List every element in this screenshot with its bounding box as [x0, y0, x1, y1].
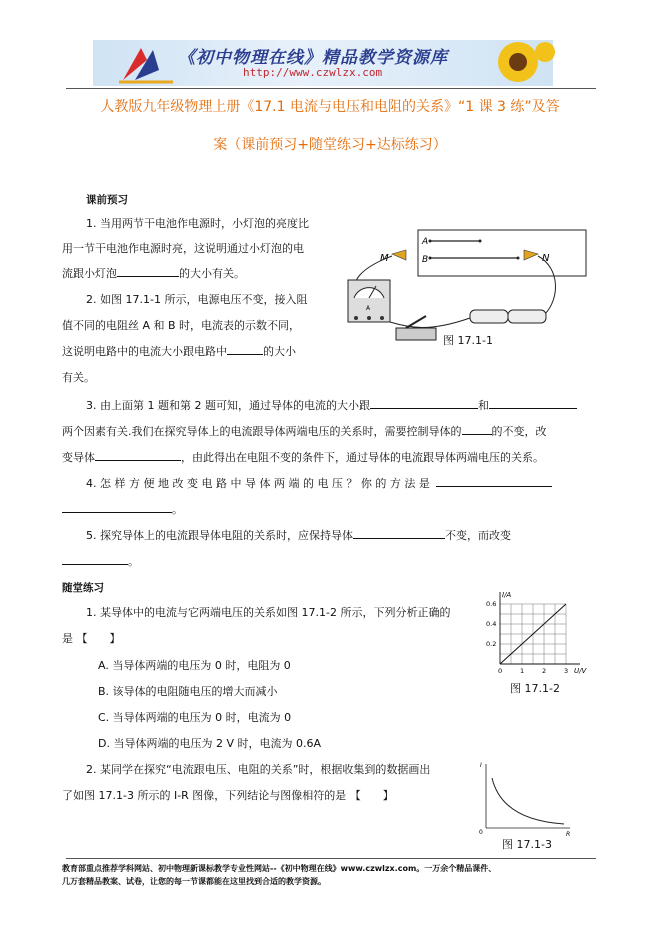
- q4-blank-2[interactable]: [62, 500, 172, 513]
- banner-url[interactable]: http://www.czwlzx.com: [243, 66, 383, 79]
- p1-line1: 1. 某导体中的电流与它两端电压的关系如图 17.1-2 所示，下列分析正确的: [86, 606, 451, 619]
- q1-line1: 1. 当用两节干电池作电源时，小灯泡的亮度比: [86, 217, 309, 230]
- q1-line3: 流跟小灯泡 的大小有关。: [62, 264, 245, 283]
- q3-blank-4[interactable]: [95, 448, 181, 461]
- figure-17-1-2-caption: 图 17.1-2: [510, 682, 560, 695]
- q5-line1: 5. 探究导体上的电流跟导体电阻的关系时，应保持导体 不变，而改变: [86, 526, 511, 545]
- ir-curve: [492, 778, 564, 824]
- x-tick-label: 0: [498, 667, 503, 675]
- x-tick-label: 2: [542, 667, 547, 675]
- y-tick-label: 0.4: [486, 620, 497, 628]
- figure-17-1-1-caption: 图 17.1-1: [443, 334, 493, 347]
- q1-line2: 用一节干电池作电源时亮，这说明通过小灯泡的电: [62, 242, 304, 255]
- ir-xlabel: R: [566, 831, 571, 838]
- p1-option-c[interactable]: C. 当导体两端的电压为 0 时，电流为 0: [98, 711, 292, 724]
- svg-text:A: A: [422, 237, 429, 247]
- q3-blank-3[interactable]: [462, 422, 492, 435]
- figure-17-1-3-caption: 图 17.1-3: [502, 838, 552, 851]
- q4-line2: 。: [62, 500, 183, 519]
- q5-blank-2[interactable]: [62, 552, 128, 565]
- q4-blank-1[interactable]: [436, 474, 552, 487]
- p2-line2: 了如图 17.1-3 所示的 I-R 图像，下列结论与图像相符的是 【 】: [62, 789, 394, 802]
- section-practice-heading: 随堂练习: [62, 582, 104, 594]
- x-axis-label: U/V: [574, 667, 587, 675]
- page-title-line1: 人教版九年级物理上册《17.1 电流与电压和电阻的关系》“1 课 3 练”及答: [100, 99, 560, 115]
- q2-line2: 值不同的电阻丝 A 和 B 时，电流表的示数不同，: [62, 319, 301, 332]
- q1-blank[interactable]: [117, 264, 179, 277]
- q3-line2: 两个因素有关.我们在探究导体上的电流跟导体两端电压的关系时，需要控制导体的 的不变，改: [62, 422, 547, 441]
- y-axis-label: I/A: [502, 591, 512, 599]
- ir-ylabel: I: [480, 762, 482, 769]
- svg-text:N: N: [542, 253, 550, 264]
- q2-line4: 有关。: [62, 371, 95, 384]
- q3-line1: 3. 由上面第 1 题和第 2 题可知，通过导体的电流的大小跟 和: [86, 396, 577, 415]
- p1-option-a[interactable]: A. 当导体两端的电压为 0 时，电阻为 0: [98, 659, 291, 672]
- p1-option-b[interactable]: B. 该导体的电阻随电压的增大而减小: [98, 685, 278, 698]
- section-preview-heading: 课前预习: [86, 194, 128, 206]
- p1-option-d[interactable]: D. 当导体两端的电压为 2 V 时，电流为 0.6A: [98, 737, 321, 750]
- iu-graph: [478, 588, 608, 676]
- y-tick-label: 0.2: [486, 640, 497, 648]
- ir-origin: 0: [479, 829, 483, 836]
- footer-rule: [66, 858, 596, 859]
- site-logo-icon: [113, 40, 183, 86]
- svg-text:B: B: [422, 255, 429, 265]
- q5-blank-1[interactable]: [353, 526, 445, 539]
- header-banner: [93, 40, 553, 86]
- header-rule: [66, 88, 596, 89]
- q3-line3: 变导体 ，由此得出在电阻不变的条件下，通过导体的电流跟导体两端电压的关系。: [62, 448, 544, 467]
- p1-line2: 是 【 】: [62, 632, 121, 645]
- q4-line1: 4. 怎 样 方 便 地 改 变 电 路 中 导 体 两 端 的 电 压 ？ 你 的 方 法 是: [86, 474, 552, 493]
- q3-blank-1[interactable]: [370, 396, 478, 409]
- q3-blank-2[interactable]: [489, 396, 577, 409]
- sunflower-icon: [473, 40, 553, 86]
- y-tick-label: 0.6: [486, 600, 497, 608]
- q2-line3: 这说明电路中的电流大小跟电路中 的大小: [62, 342, 296, 361]
- q2-blank[interactable]: [227, 342, 263, 355]
- banner-title: 《初中物理在线》精品教学资源库: [178, 48, 448, 68]
- svg-text:A: A: [366, 305, 371, 312]
- x-tick-label: 1: [520, 667, 525, 675]
- footer-line1: 教育部重点推荐学科网站、初中物理新课标教学专业性网站--《初中物理在线》www.czwlzx.com。一万余个精品课件、: [62, 864, 497, 873]
- circuit-figure: [340, 228, 590, 348]
- page-title-line2: 案（课前预习+随堂练习+达标练习）: [213, 137, 447, 153]
- footer-line2: 几万套精品教案、试卷，让您的每一节课都能在这里找到合适的教学资源。: [62, 877, 326, 886]
- q5-line2: 。: [62, 552, 139, 571]
- x-tick-label: 3: [564, 667, 569, 675]
- p2-line1: 2. 某同学在探究“电流跟电压、电阻的关系”时，根据收集到的数据画出: [86, 763, 431, 776]
- ir-graph: [476, 758, 576, 838]
- q2-line1: 2. 如图 17.1-1 所示，电源电压不变，接入阻: [86, 293, 308, 306]
- svg-text:M: M: [380, 253, 389, 264]
